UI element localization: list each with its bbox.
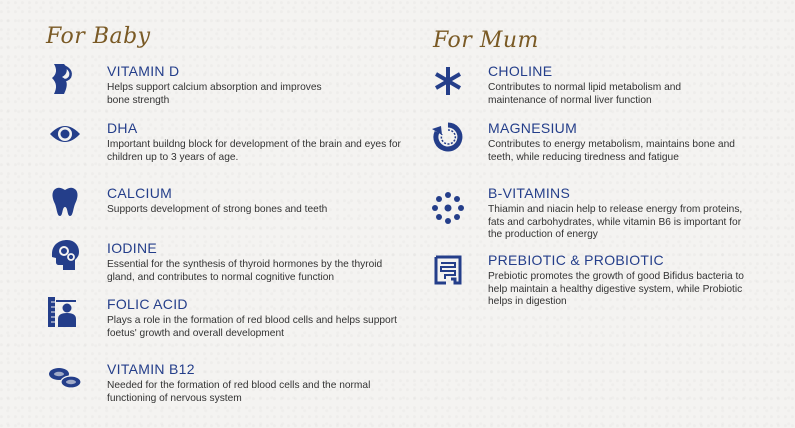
- head-gears-icon: [48, 238, 82, 272]
- joint-bone-icon: [46, 62, 80, 96]
- nutrient-name: VITAMIN D: [107, 63, 180, 79]
- eye-icon: [48, 117, 82, 151]
- nutrient-desc: Thiamin and niacin help to release energy from proteins, fats and carbohydrates, while vitamin B6 is important for the production of energy: [488, 204, 743, 240]
- nutrient-desc: Important buildng block for development of the brain and eyes for children up to 3 years of age.: [107, 139, 401, 163]
- intestine-icon: [431, 253, 465, 287]
- asterisk-icon: [431, 64, 465, 98]
- nutrient-desc: Contributes to normal lipid metabolism and maintenance of normal liver function: [488, 82, 682, 106]
- dots-burst-icon: [431, 191, 465, 225]
- nutrient-name: PREBIOTIC & PROBIOTIC: [488, 252, 664, 268]
- nutrient-desc: Needed for the formation of red blood cells and the normal functioning of nervous system: [107, 380, 371, 404]
- nutrient-desc: Supports development of strong bones and teeth: [107, 204, 328, 215]
- nutrient-name: IODINE: [107, 240, 158, 256]
- baby-title: For Baby: [46, 24, 151, 49]
- nutrient-name: FOLIC ACID: [107, 296, 188, 312]
- nutrient-name: CALCIUM: [107, 185, 173, 201]
- mum-title: For Mum: [433, 28, 539, 53]
- nutrient-desc: Contributes to energy metabolism, maintains bone and teeth, while reducing tiredness and fatigue: [488, 139, 735, 163]
- nutrient-name: DHA: [107, 120, 138, 136]
- nutrient-desc: Essential for the synthesis of thyroid hormones by the thyroid gland, and contributes to normal cognitive function: [107, 259, 383, 283]
- nutrient-desc: Helps support calcium absorption and improves bone strength: [107, 82, 322, 106]
- nutrient-desc: Prebiotic promotes the growth of good Bifidus bacteria to help maintain a healthy digestive system, while Probiotic helps in digestion: [488, 271, 744, 307]
- nutrient-name: VITAMIN B12: [107, 361, 195, 377]
- cycle-arrow-icon: [431, 120, 465, 154]
- nutrient-desc: Plays a role in the formation of red blood cells and helps support foetus' growth and overall development: [107, 315, 397, 339]
- height-measure-icon: [46, 295, 80, 329]
- nutrient-name: CHOLINE: [488, 63, 553, 79]
- tooth-icon: [48, 184, 82, 218]
- nutrient-name: MAGNESIUM: [488, 120, 578, 136]
- nutrient-name: B-VITAMINS: [488, 185, 571, 201]
- blood-cells-icon: [48, 360, 82, 394]
